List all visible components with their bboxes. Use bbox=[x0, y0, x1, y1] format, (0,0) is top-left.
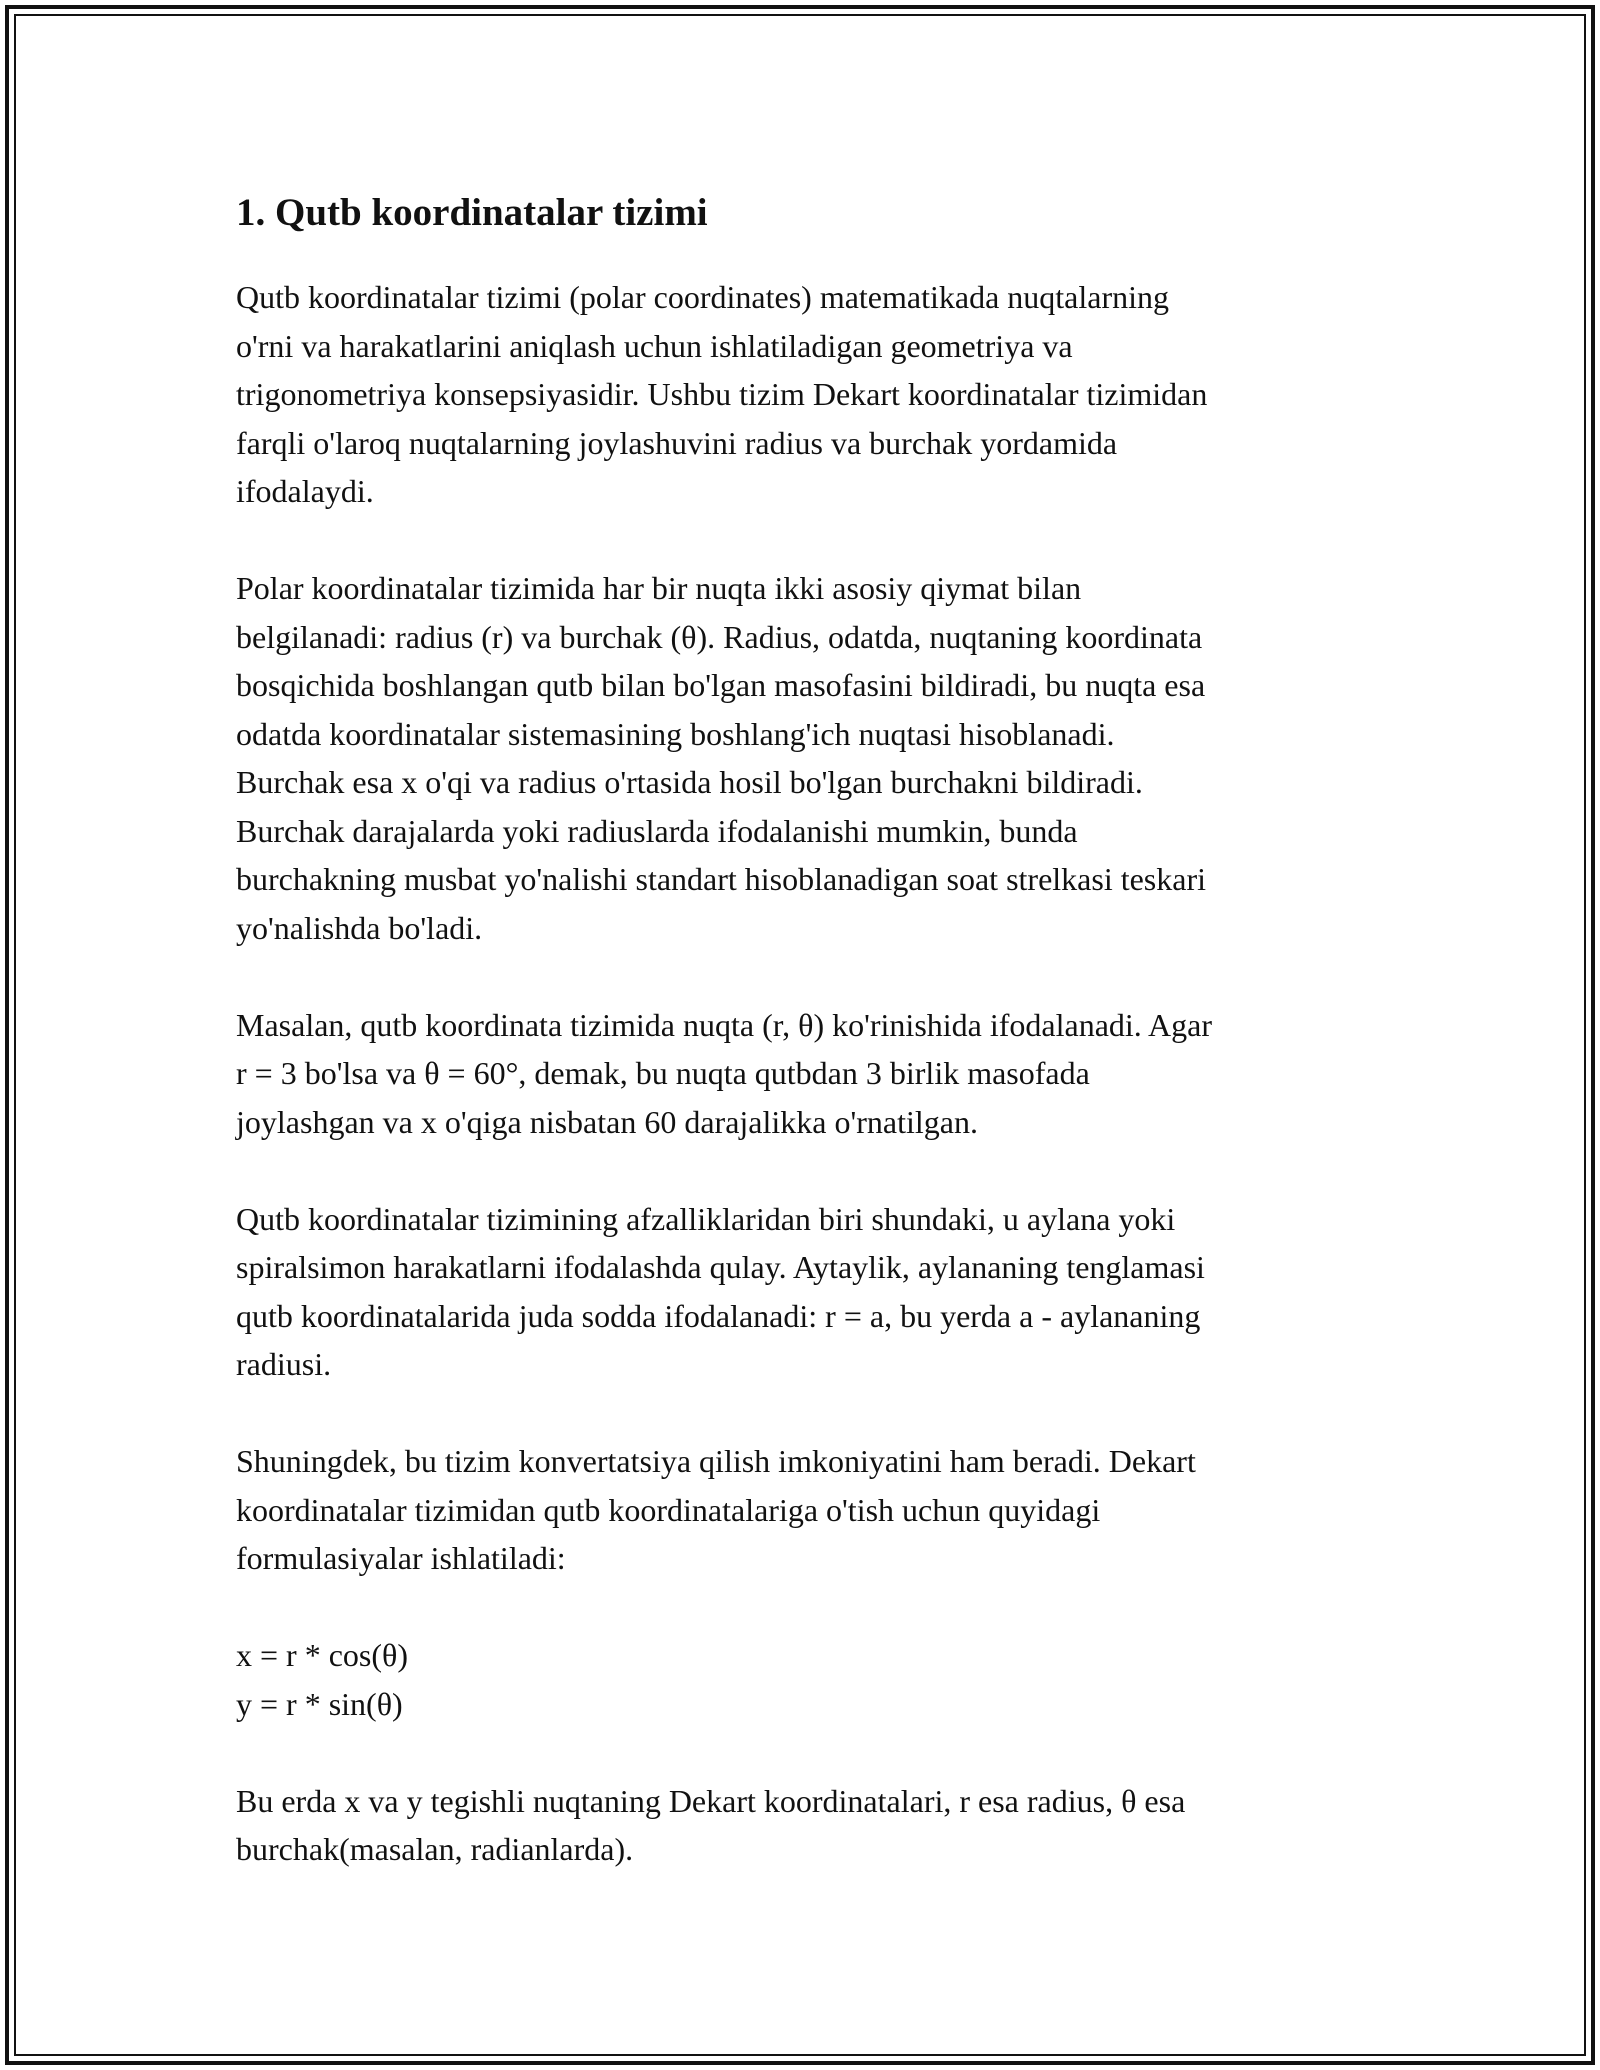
paragraph-conversion: Shuningdek, bu tizim konvertatsiya qilish imkoniyatini ham beradi. Dekart koordinatalar tizimidan qutb koordinatalariga o'tish uchun quyidagi formulasiyalar ishlatiladi: bbox=[236, 1443, 1196, 1576]
paragraph-formulas: x = r * cos(θ) y = r * sin(θ) bbox=[236, 1637, 408, 1722]
paragraph-radius-angle: Polar koordinatalar tizimida har bir nuqta ikki asosiy qiymat bilan belgilanadi: radius (r) va burchak (θ). Radius, odatda, nuqtaning koordinata bosqichida boshlangan qutb bilan bo'lgan masofasini bildiradi, bu nuqta esa odatda koordinatalar sistemasining boshlang'ich nuqtasi hisoblanadi. Burchak esa x o'qi va radius o'rtasida hosil bo'lgan burchakni bildiradi. Burchak darajalarda yoki radiuslarda ifodalanishi mumkin, bunda burchakning musbat yo'nalishi standart hisoblanadigan soat strelkasi teskari yo'nalishda bo'ladi. bbox=[236, 570, 1206, 946]
document-body bbox=[236, 186, 1366, 1922]
paragraph-example: Masalan, qutb koordinata tizimida nuqta (r, θ) ko'rinishida ifodalanadi. Agar r = 3 bo'lsa va θ = 60°, demak, bu nuqta qutbdan 3 birlik masofada joylashgan va x o'qiga nisbatan 60 darajalikka o'rnatilgan. bbox=[236, 1006, 1212, 1140]
section-title: 1. Qutb koordinatalar tizimi bbox=[236, 191, 708, 234]
paragraph-explanation: Bu erda x va y tegishli nuqtaning Dekart koordinatalari, r esa radius, θ esa burchak(masalan, radianlarda). bbox=[236, 1782, 1186, 1867]
paragraph-advantages: Qutb koordinatalar tizimining afzalliklaridan biri shundaki, u aylana yoki spiralsimon harakatlarni ifodalashda qulay. Aytaylik, aylananing tenglamasi qutb koordinatalarida juda sodda ifodalanadi: r = a, bu yerda a - aylananing radiusi. bbox=[236, 1200, 1205, 1382]
paragraph-intro: Qutb koordinatalar tizimi (polar coordinates) matematikada nuqtalarning o'rni va harakatlarini aniqlash uchun ishlatiladigan geometriya va trigonometriya konsepsiyasidir. Ushbu tizim Dekart koordinatalar tizimidan farqli o'laroq nuqtalarning joylashuvini radius va burchak yordamida ifodalaydi. bbox=[236, 279, 1208, 509]
